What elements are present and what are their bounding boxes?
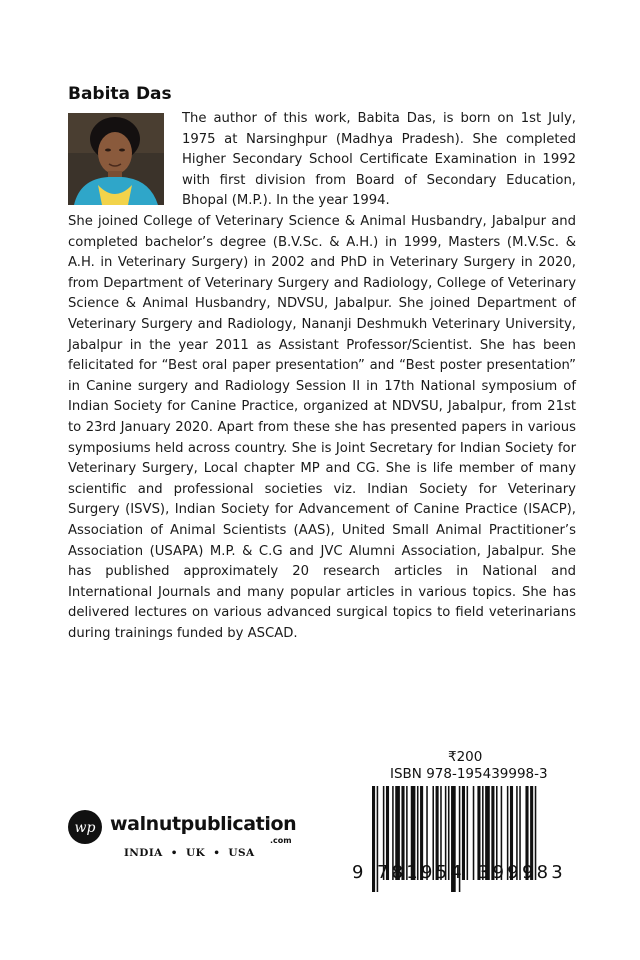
barcode-bar	[372, 786, 375, 892]
price: ₹200	[448, 749, 483, 765]
barcode-bar	[467, 786, 469, 880]
isbn-label: ISBN 978-195439998-3	[390, 766, 548, 782]
author-photo	[68, 113, 164, 205]
author-portrait-icon	[68, 113, 164, 205]
isbn-digits-left: 781954	[377, 862, 465, 883]
publisher-suffix: .com	[270, 836, 292, 845]
logo-monogram: wp	[74, 820, 96, 836]
isbn-digit-first: 9	[352, 862, 364, 883]
publisher-name[interactable]: walnutpublication	[110, 813, 297, 835]
author-name: Babita Das	[68, 84, 172, 104]
bio-intro: The author of this work, Babita Das, is born on 1st July, 1975 at Narsinghpur (Madhya Pradesh). She completed Higher Secondary School Certificate Examination in 1992 with first division from Board of Secondary Education, Bhopal (M.P.). In the year 1994.	[182, 111, 576, 209]
walnut-publication-logo-icon	[68, 810, 102, 844]
publisher-regions: INDIA • UK • USA	[124, 847, 255, 859]
bio-main: She joined College of Veterinary Science & Animal Husbandry, Jabalpur and completed bachelor’s degree (B.V.Sc. & A.H.) in 1999, Masters (M.V.Sc. & A.H. in Veterinary Surgery) in 2002 and PhD in Veterinary Surgery in 2020, from Department of Veterinary Surgery and Radiology, College of Veterinary Science & Animal Husbandry, NDVSU, Jabalpur. She joined Department of Veterinary Surgery and Radiology, Nananji Deshmukh Veterinary University, Jabalpur in the year 2011 as Assistant Professor/Scientist. She has been felicitated for “Best oral paper presentation” and “Best poster presentation” in Canine surgery and Radiology Session II in 17th National symposium of Indian Society for Canine Practice, organized at NDVSU, Jabalpur, from 21st to 23rd January 2020. Apart from these she has presented papers in various symposiums held across country. She is Joint Secretary for Indian Society for Veterinary Surgery, Local chapter MP and CG. She is life member of many scientific and professional societies viz. Indian Society for Veterinary Surgery (ISVS), Indian Society for Advancement of Canine Practice (ISACP), Association of Animal Scientists (AAS), United Small Animal Practitioner’s Association (USAPA) M.P. & C.G and JVC Alumni Association, Jabalpur. She has published approximately 20 research articles in National and International Journals and many popular articles in various topics. She has delivered lectures on various advanced surgical topics to field veterinarians during trainings funded by ASCAD.	[68, 214, 576, 641]
barcode-bar	[473, 786, 475, 880]
isbn-digits-right: 399983	[478, 862, 566, 883]
